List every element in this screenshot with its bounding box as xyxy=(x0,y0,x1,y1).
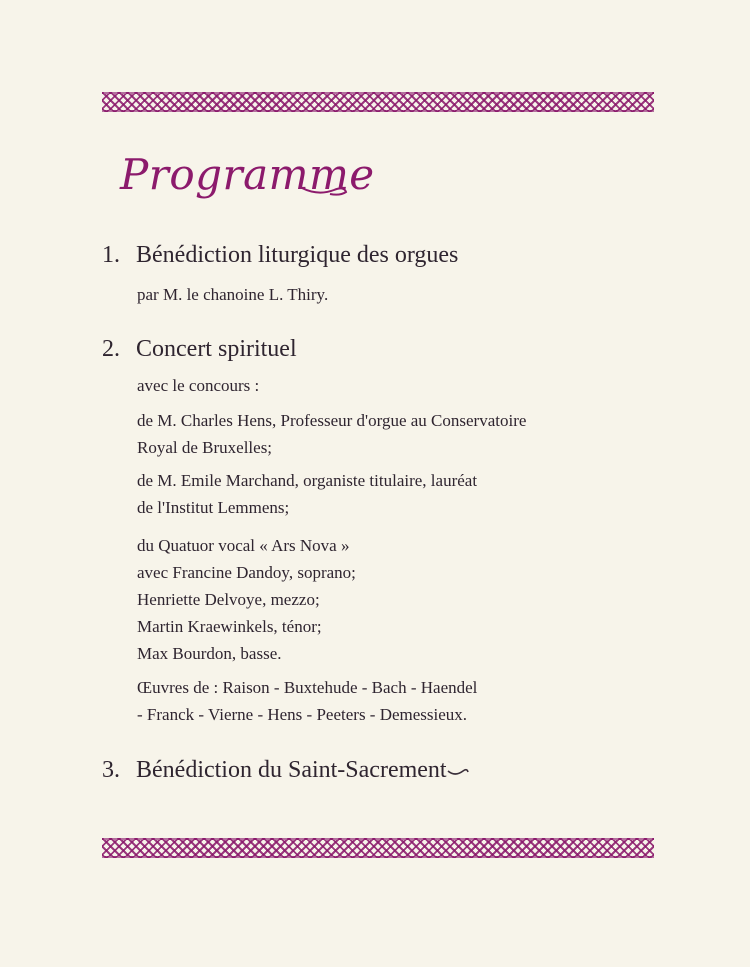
item-line: avec le concours : xyxy=(137,376,260,395)
item-heading: Concert spirituel xyxy=(136,336,297,362)
item-line: de l'Institut Lemmens; xyxy=(137,498,290,517)
page-title: Programme xyxy=(120,150,375,199)
item-line: avec Francine Dandoy, soprano; xyxy=(137,563,356,582)
item-line: Max Bourdon, basse. xyxy=(137,644,282,663)
item-number: 3. xyxy=(102,757,120,783)
item-line: du Quatuor vocal « Ars Nova » xyxy=(137,536,350,555)
bottom-ornamental-border xyxy=(102,838,654,858)
item-line: de M. Emile Marchand, organiste titulaire, lauréat xyxy=(137,471,478,490)
item-heading: Bénédiction du Saint-Sacrement xyxy=(136,757,447,783)
item-number: 2. xyxy=(102,336,120,362)
programme-item-1 xyxy=(102,240,670,270)
top-ornamental-border xyxy=(102,92,654,112)
item-line: de M. Charles Hens, Professeur d'orgue au Conservatoire xyxy=(137,411,527,430)
item-heading: Bénédiction liturgique des orgues xyxy=(136,242,459,268)
programme-item-2 xyxy=(102,334,670,364)
title-flourish-icon xyxy=(300,180,350,200)
item-line: par M. le chanoine L. Thiry. xyxy=(137,285,329,304)
item-line: Royal de Bruxelles; xyxy=(137,438,273,457)
item-line: Henriette Delvoye, mezzo; xyxy=(137,590,320,609)
end-flourish-icon xyxy=(447,763,469,777)
works-line: - Franck - Vierne - Hens - Peeters - Demessieux. xyxy=(137,705,468,724)
programme-item-3 xyxy=(102,755,670,785)
works-line: Œuvres de : Raison - Buxtehude - Bach - Haendel xyxy=(137,678,478,697)
item-number: 1. xyxy=(102,242,120,268)
item-line: Martin Kraewinkels, ténor; xyxy=(137,617,322,636)
